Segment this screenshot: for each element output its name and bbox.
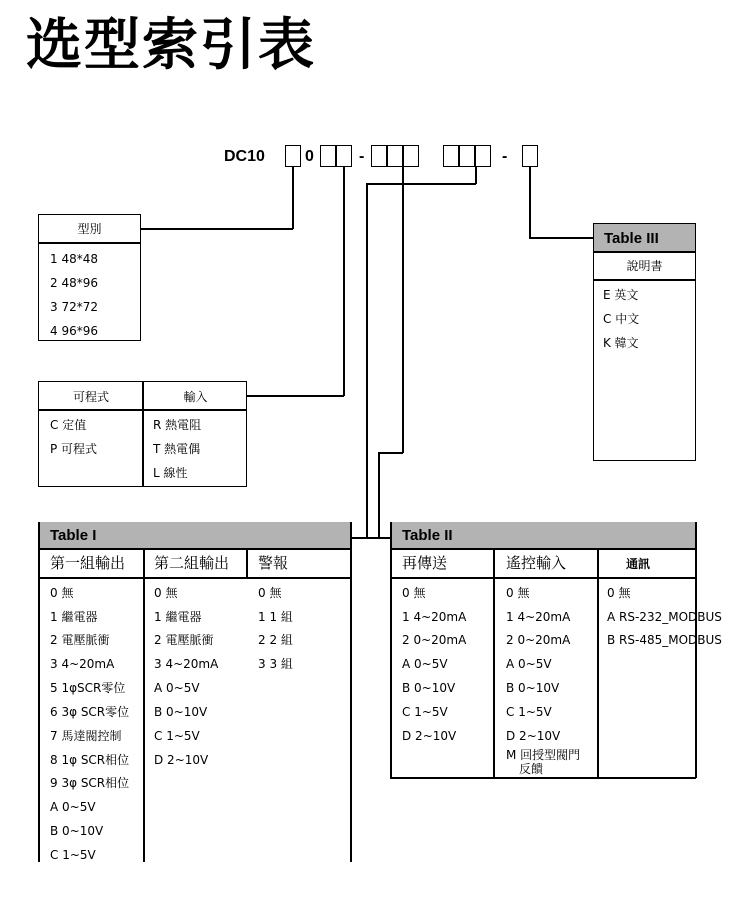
connector-t1-v1 — [402, 167, 404, 453]
output1-row: 3 4~20mA — [50, 657, 115, 671]
connector-input-v — [343, 167, 345, 396]
type-table — [38, 214, 141, 341]
comm-row: A RS-232_MODBUS — [607, 610, 722, 624]
output2-row: B 0~10V — [154, 705, 208, 719]
table-ii-header-underline — [390, 577, 696, 579]
program-table-col-divider — [142, 382, 144, 486]
alarm-row: 2 2 組 — [258, 633, 293, 647]
output1-row: 6 3φ SCR零位 — [50, 705, 130, 719]
output1-row: 0 無 — [50, 586, 74, 600]
table-iii-divider-1 — [594, 251, 695, 253]
type-row: 3 72*72 — [50, 300, 98, 314]
remote-input-row: C 1~5V — [506, 705, 552, 719]
table-ii-col1-header: 再傳送 — [402, 554, 448, 572]
manual-row: C 中文 — [603, 312, 640, 326]
connector-t2-v1 — [475, 167, 477, 184]
remote-input-row: B 0~10V — [506, 681, 560, 695]
program-input-table — [38, 381, 247, 487]
type-table-divider — [39, 242, 140, 244]
code-box-program — [320, 145, 336, 167]
comm-row: B RS-485_MODBUS — [607, 633, 722, 647]
output1-row: 8 1φ SCR相位 — [50, 753, 130, 767]
table-i-col2-header: 第二組輸出 — [154, 554, 230, 572]
alarm-row: 1 1 組 — [258, 610, 293, 624]
table-ii-col-divider-1 — [493, 548, 495, 778]
program-table-header: 可程式 — [72, 390, 109, 404]
program-row: C 定值 — [50, 418, 87, 432]
table-i-title: Table I — [38, 522, 351, 549]
table-iii — [593, 223, 696, 461]
output2-row: 3 4~20mA — [154, 657, 219, 671]
table-i-col-divider-2 — [246, 548, 248, 578]
table-i-right-edge — [350, 522, 352, 862]
table-i-col1-header: 第一組輸出 — [50, 554, 126, 572]
input-row: L 線性 — [153, 466, 188, 480]
connector-type-v — [292, 167, 294, 229]
connector-t2-h1 — [366, 183, 476, 185]
connector-t2-h2 — [366, 537, 390, 539]
output1-row: 7 馬達閥控制 — [50, 729, 122, 743]
remote-input-row: 0 無 — [506, 586, 530, 600]
table-ii-col2-header: 遙控輸入 — [506, 554, 567, 572]
output1-row: 1 繼電器 — [50, 610, 98, 624]
output1-row: 2 電壓脈衝 — [50, 633, 110, 647]
remote-input-row: 1 4~20mA — [506, 610, 571, 624]
table-i-left-edge — [38, 522, 40, 862]
input-row: R 熱電阻 — [153, 418, 202, 432]
alarm-row: 3 3 組 — [258, 657, 293, 671]
table-ii-left-edge — [390, 522, 392, 778]
input-table-header: 輸入 — [183, 390, 208, 404]
remote-input-row: A 0~5V — [506, 657, 552, 671]
code-box-t1-out1 — [371, 145, 387, 167]
retransmit-row: 1 4~20mA — [402, 610, 467, 624]
connector-t1-v2 — [378, 452, 380, 538]
connector-t3-h — [529, 237, 593, 239]
input-row: T 熱電偶 — [153, 442, 201, 456]
code-box-t1-alarm — [403, 145, 419, 167]
retransmit-row: 2 0~20mA — [402, 633, 467, 647]
retransmit-row: C 1~5V — [402, 705, 448, 719]
retransmit-row: A 0~5V — [402, 657, 448, 671]
table-i-col3-header: 警報 — [258, 554, 289, 572]
alarm-row: 0 無 — [258, 586, 282, 600]
type-row: 4 96*96 — [50, 324, 98, 338]
code-box-input — [336, 145, 352, 167]
connector-t3-v — [529, 167, 531, 238]
code-box-type — [285, 145, 301, 167]
code-box-t2-remote — [459, 145, 475, 167]
remote-input-row-cont: 反饋 — [519, 762, 544, 776]
connector-t2-v2 — [366, 183, 368, 538]
table-i-title-underline — [38, 548, 351, 550]
connector-type-h — [140, 228, 293, 230]
table-ii-title: Table II — [390, 522, 696, 549]
manual-row: E 英文 — [603, 288, 639, 302]
remote-input-row: M 回授型閥門 — [506, 748, 581, 762]
type-row: 1 48*48 — [50, 252, 98, 266]
page-title: 选型索引表 — [26, 13, 316, 78]
output1-row: 5 1φSCR零位 — [50, 681, 126, 695]
output2-row: A 0~5V — [154, 681, 200, 695]
connector-t1-h1 — [378, 452, 403, 454]
connector-input-h — [246, 395, 344, 397]
code-box-t1-out2 — [387, 145, 403, 167]
output1-row: 9 3φ SCR相位 — [50, 776, 130, 790]
code-box-t2-retrans — [443, 145, 459, 167]
output2-row: 1 繼電器 — [154, 610, 202, 624]
retransmit-row: B 0~10V — [402, 681, 456, 695]
output1-row: A 0~5V — [50, 800, 96, 814]
model-code-prefix: DC10 — [224, 148, 265, 165]
table-ii-col3-header: 通訊 — [626, 557, 651, 571]
output2-row: 2 電壓脈衝 — [154, 633, 214, 647]
output2-row: D 2~10V — [154, 753, 209, 767]
type-row: 2 48*96 — [50, 276, 98, 290]
table-iii-title: Table III — [594, 224, 695, 251]
remote-input-row: 2 0~20mA — [506, 633, 571, 647]
code-dash-1: - — [359, 148, 365, 165]
table-ii-col-divider-2 — [597, 548, 599, 778]
table-i-col-divider-1 — [143, 548, 145, 862]
model-code-fixed-digit: 0 — [305, 148, 314, 165]
output1-row: C 1~5V — [50, 848, 96, 862]
code-box-t2-comm — [475, 145, 491, 167]
program-row: P 可程式 — [50, 442, 98, 456]
code-dash-2: - — [502, 148, 508, 165]
table-iii-header: 說明書 — [626, 259, 663, 273]
output2-row: 0 無 — [154, 586, 178, 600]
manual-row: K 韓文 — [603, 336, 639, 350]
retransmit-row: D 2~10V — [402, 729, 457, 743]
type-table-header: 型別 — [77, 222, 102, 236]
table-ii-title-underline — [390, 548, 696, 550]
output1-row: B 0~10V — [50, 824, 104, 838]
table-i-header-underline — [38, 577, 351, 579]
table-ii-bottom-edge — [390, 777, 696, 779]
output2-row: C 1~5V — [154, 729, 200, 743]
remote-input-row: D 2~10V — [506, 729, 561, 743]
comm-row: 0 無 — [607, 586, 631, 600]
table-iii-divider-2 — [594, 279, 695, 281]
code-box-manual — [522, 145, 538, 167]
table-ii-right-edge — [695, 522, 697, 778]
retransmit-row: 0 無 — [402, 586, 426, 600]
